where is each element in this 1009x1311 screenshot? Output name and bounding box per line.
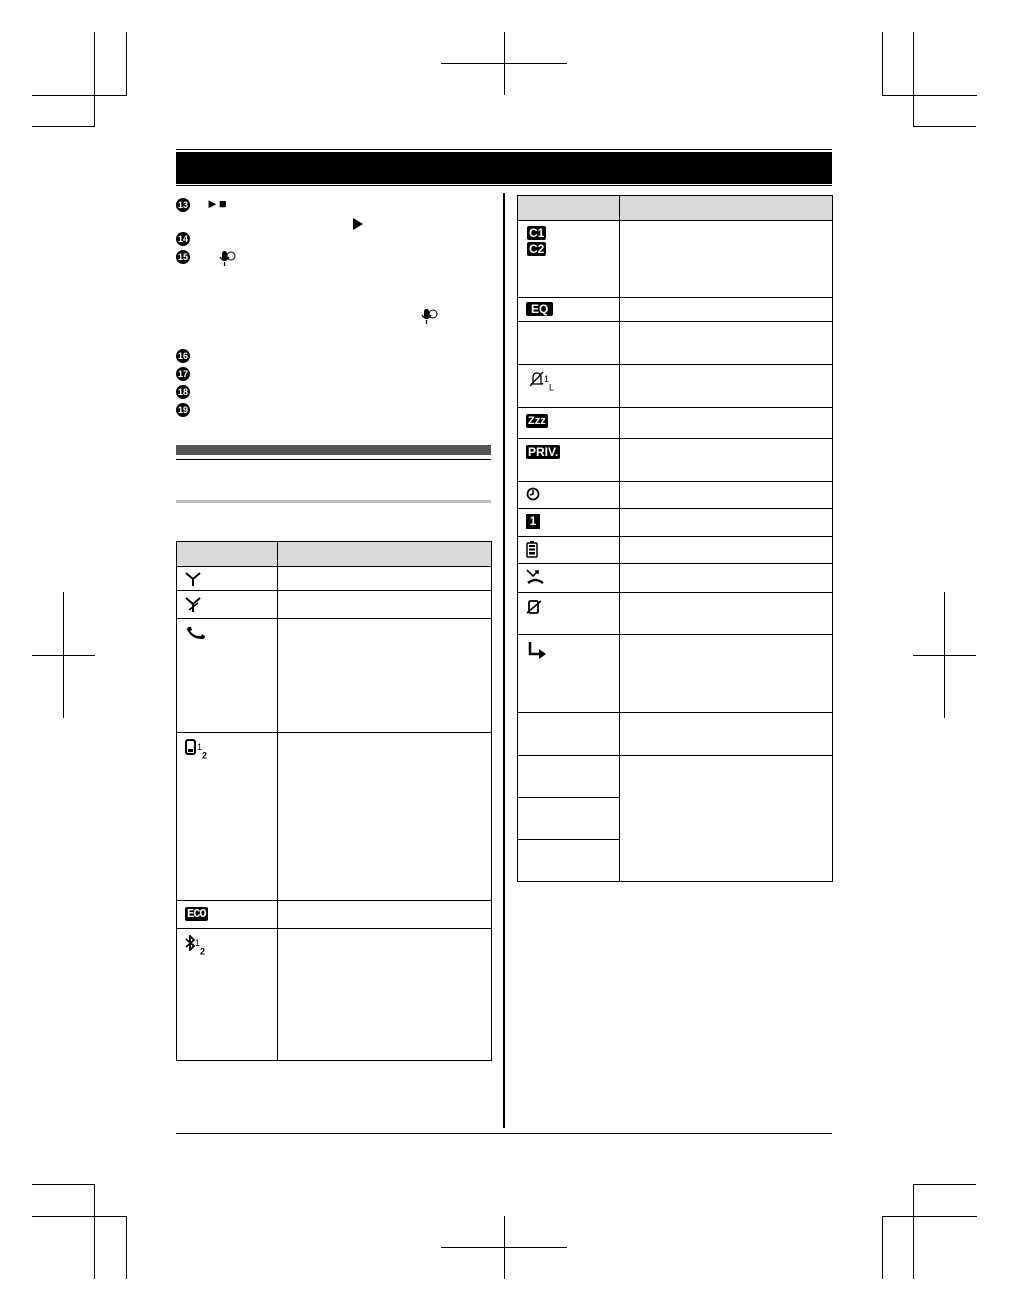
crop-mark	[913, 32, 914, 127]
battery-icon	[526, 541, 538, 558]
table-icon-cell	[518, 408, 620, 439]
table-row	[518, 564, 833, 593]
list-number-18: 18	[177, 387, 188, 397]
table-row	[518, 482, 833, 509]
table-text-cell	[278, 619, 492, 733]
table-text-cell	[278, 567, 492, 591]
table-icon-cell	[177, 619, 278, 733]
crop-mark	[94, 1184, 95, 1279]
missed-call-icon	[526, 569, 546, 585]
bluetooth-icon	[185, 935, 205, 956]
crop-mark	[913, 655, 976, 656]
handset-number-icon: 1	[526, 514, 540, 529]
handset-receiver-icon	[185, 625, 207, 641]
crop-mark	[441, 63, 567, 64]
table-icon-cell	[518, 439, 620, 482]
table-icon-cell	[518, 482, 620, 509]
crop-mark	[94, 32, 95, 127]
table-icon-cell	[177, 929, 278, 1061]
crop-mark	[126, 32, 127, 95]
header-rule	[176, 185, 832, 186]
table-icon-cell	[518, 537, 620, 564]
table-icon-cell	[177, 591, 278, 619]
bluetooth-superscript: 1	[195, 938, 201, 948]
table-header-row	[177, 542, 492, 567]
table-icon-cell	[518, 221, 620, 298]
table-text-cell	[620, 564, 833, 593]
table-text-cell	[278, 733, 492, 901]
table-row	[177, 591, 492, 619]
call-forward-icon	[526, 641, 548, 659]
play-icon	[352, 218, 364, 230]
crop-mark	[882, 1216, 883, 1279]
table-row	[518, 509, 833, 537]
ringer-off-icon	[530, 371, 554, 392]
eco-icon: ECO	[187, 907, 206, 921]
bluetooth-subscript: 2	[200, 946, 206, 957]
table-text-cell	[278, 929, 492, 1061]
table-row	[518, 593, 833, 635]
table-row	[518, 439, 833, 482]
clock-icon	[526, 487, 540, 501]
table-header-cell	[177, 542, 278, 567]
list-number-16: 16	[177, 351, 188, 361]
table-header-cell	[620, 196, 833, 221]
column-divider	[503, 193, 505, 1128]
footer-rule	[176, 1133, 832, 1134]
table-row	[518, 298, 833, 322]
table-row	[518, 221, 833, 298]
cellular-line-icon	[185, 739, 207, 760]
table-row	[518, 365, 833, 408]
crop-mark	[913, 1184, 914, 1279]
privacy-icon: PRIV.	[528, 445, 559, 459]
table-text-cell	[620, 509, 833, 537]
table-icon-cell	[518, 713, 620, 756]
table-text-cell	[620, 221, 833, 298]
crop-mark	[882, 95, 977, 96]
display-icons-table-right	[517, 195, 833, 882]
section-heading-rule	[176, 459, 491, 460]
table-row	[518, 635, 833, 713]
crop-mark	[913, 126, 976, 127]
c2-icon: C2	[529, 242, 545, 256]
header-banner	[176, 152, 832, 184]
table-icon-cell	[518, 756, 620, 798]
silent-mode-icon	[526, 599, 542, 615]
night-mode-icon: Zzz	[528, 415, 546, 427]
table-header-row	[518, 196, 833, 221]
table-icon-cell	[177, 901, 278, 929]
table-icon-cell	[518, 564, 620, 593]
table-row	[177, 567, 492, 591]
table-text-cell	[620, 713, 833, 756]
crop-mark	[32, 655, 95, 656]
play-stop-symbol: ►■	[206, 196, 227, 211]
equalizer-icon: EQ	[526, 302, 553, 316]
ringer-subscript: L	[549, 382, 555, 393]
table-row	[518, 322, 833, 365]
list-number-17: 17	[177, 369, 188, 379]
table-icon-cell	[518, 365, 620, 408]
table-row	[518, 408, 833, 439]
table-row	[518, 756, 833, 798]
table-text-cell	[620, 537, 833, 564]
ringer-superscript: 1	[544, 374, 550, 384]
crop-mark	[32, 95, 127, 96]
table-row	[518, 537, 833, 564]
crop-mark	[126, 1216, 127, 1279]
table-icon-cell	[518, 298, 620, 322]
table-text-cell	[620, 322, 833, 365]
display-icons-table-left	[176, 541, 492, 1061]
crop-mark	[441, 1247, 567, 1248]
table-text-cell	[620, 298, 833, 322]
crop-mark	[882, 1216, 977, 1217]
table-icon-cell	[518, 322, 620, 365]
table-text-cell	[620, 365, 833, 408]
crop-mark	[913, 1184, 976, 1185]
antenna-icon	[185, 572, 201, 586]
table-text-cell	[620, 482, 833, 509]
table-header-cell	[518, 196, 620, 221]
voice-assistant-icon	[218, 250, 236, 268]
table-row	[177, 929, 492, 1061]
voice-assistant-icon	[420, 308, 438, 326]
table-row	[177, 733, 492, 901]
list-number-13: 13	[177, 200, 188, 210]
table-text-cell	[620, 593, 833, 635]
table-header-cell	[278, 542, 492, 567]
table-text-cell	[620, 635, 833, 713]
subsection-rule	[176, 500, 491, 503]
table-icon-cell	[518, 840, 620, 882]
c1-icon: C1	[529, 226, 545, 240]
table-icon-cell	[518, 798, 620, 840]
crop-mark	[882, 32, 883, 95]
table-text-cell	[620, 756, 833, 882]
table-text-cell	[278, 591, 492, 619]
table-icon-cell	[518, 509, 620, 537]
list-number-14: 14	[177, 234, 188, 244]
table-text-cell	[620, 439, 833, 482]
table-text-cell	[278, 901, 492, 929]
table-icon-cell	[177, 733, 278, 901]
crop-mark	[32, 126, 95, 127]
antenna-out-of-range-icon	[185, 597, 201, 613]
list-number-19: 19	[177, 405, 188, 415]
section-heading-bar	[176, 445, 491, 455]
table-icon-cell	[177, 567, 278, 591]
list-number-15: 15	[177, 252, 188, 262]
table-row	[177, 619, 492, 733]
table-icon-cell	[518, 593, 620, 635]
crop-mark	[32, 1216, 127, 1217]
table-icon-cell	[518, 635, 620, 713]
line-superscript: 1	[197, 742, 203, 752]
table-row	[518, 713, 833, 756]
table-row	[177, 901, 492, 929]
table-text-cell	[620, 408, 833, 439]
crop-mark	[32, 1184, 95, 1185]
line-subscript: 2	[202, 750, 208, 761]
